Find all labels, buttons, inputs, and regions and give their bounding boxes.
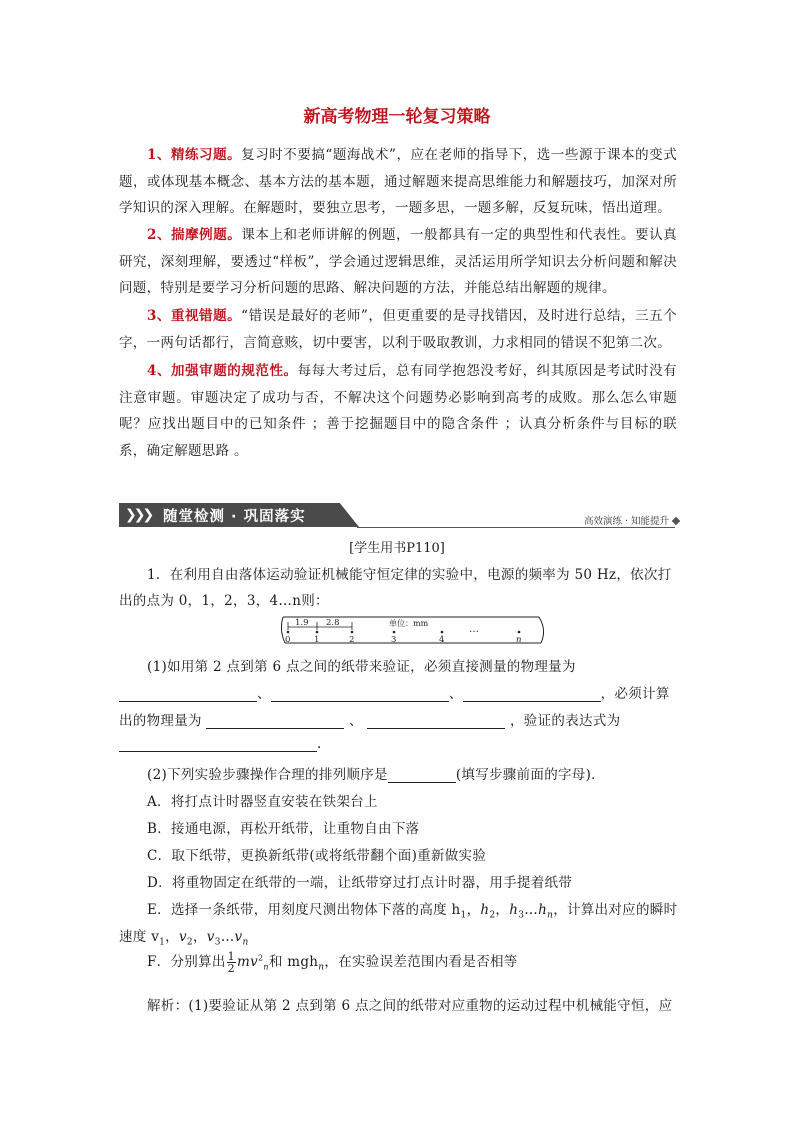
answer-blank-4[interactable] — [206, 714, 344, 729]
part1-line-1: (1)如用第 2 点到第 6 点之间的纸带来验证，必须直接测量的物理量为 — [147, 659, 576, 675]
step-e-line-1: E．选择一条纸带，用刻度尺测出物体下落的高度 $h_1$，$h_2$，$h_3\dots h_n$，计算出对应的瞬时 — [147, 902, 678, 921]
tape-label-4: 4 — [439, 635, 445, 645]
step-e-line-2: 速度 $v_1$，$v_2$，$v_3\dots v_n$ — [119, 929, 249, 948]
tape-distance-2: 2.8 — [326, 618, 340, 628]
banner-rule — [357, 527, 675, 528]
step-b: B．接通电源，再松开纸带，让重物自由下落 — [147, 821, 420, 837]
answer-blank-6[interactable] — [119, 737, 317, 752]
answer-blank-7[interactable] — [388, 768, 456, 783]
tape-dot-1 — [316, 631, 319, 634]
analysis-line: 解析：(1)要验证从第 2 点到第 6 点之间的纸带对应重物的运动过程中机械能守恒，应 — [147, 998, 673, 1014]
strategy-body-2: 课本上和老师讲解的例题，一般都具有一定的典型性和代表性。要认真研究，深刻理解，要透过“样板”，学会通过逻辑思维，灵活运用所学知识去分析问题和解决问题，特别是要学习分析问题的思路、解决问题的方法，并能总结出解题的规律。 — [119, 227, 677, 296]
chevron-right-icon: ❯❯❯ — [125, 507, 152, 523]
diamond-icon — [672, 517, 680, 525]
part1-separator-1: 、 — [257, 686, 271, 702]
strategy-heading-2: 2、揣摩例题。 — [147, 227, 242, 243]
step-f-line: F．分别算出 $\frac{1}{2}$ $mv^2_n$和 mgh$_n$，在实验误差范围内看是否相等 — [147, 950, 518, 975]
strategy-body-1: 复习时不要搞“题海战术”，应在老师的指导下，选一些源于课本的变式题，或体现基本概念、基本方法的基本题，通过解题来提高思维能力和解题技巧，加深对所学知识的深入理解。在解题时，要独立思考，一题多思，一题多解，反复玩味，悟出道理。 — [119, 147, 677, 216]
strategy-paragraph-1 — [119, 142, 677, 222]
part1-line-4 — [119, 736, 679, 752]
tape-unit-label: 单位：mm — [389, 619, 429, 628]
strategy-heading-4: 4、加强审题的规范性。 — [147, 363, 298, 379]
banner-subtitle: 高效演练 · 知能提升 — [583, 516, 669, 527]
section-banner — [119, 503, 679, 529]
part1-line-2-tail: ，必须计算 — [600, 686, 670, 702]
strategy-paragraph-3 — [119, 303, 677, 356]
banner-title: 随堂检测 · 巩固落实 — [163, 509, 306, 525]
half-fraction: $\frac{1}{2}$ — [227, 950, 235, 975]
strategy-heading-3: 3、重视错题。 — [147, 308, 242, 324]
part1-line-3-mid: 、 — [349, 713, 363, 729]
tape-dot-n — [518, 631, 521, 634]
paper-tape-figure — [281, 614, 546, 646]
tape-dot-0 — [287, 631, 290, 634]
answer-blank-3[interactable] — [463, 687, 601, 702]
part1-line-3-head: 出的物理量为 — [119, 713, 202, 729]
tape-label-2: 2 — [349, 635, 355, 645]
step-e-text-3: 速度 v — [119, 929, 160, 945]
strategy-paragraph-4 — [119, 358, 677, 464]
answer-blank-1[interactable] — [119, 687, 257, 702]
step-e-text-2: ，计算出对应的瞬时 — [553, 902, 678, 918]
tape-right-edge — [539, 617, 544, 643]
part2-line — [147, 763, 707, 783]
book-reference: [学生用书P110] — [349, 541, 445, 556]
part1-line-3-tail: ，验证的表达式为 — [510, 713, 621, 729]
tape-label-1: 1 — [314, 635, 320, 645]
part1-line-2 — [119, 682, 679, 702]
step-e-text-1: E．选择一条纸带，用刻度尺测出物体下落的高度 h — [147, 902, 461, 918]
tape-label-3: 3 — [391, 635, 397, 645]
strategy-heading-1: 1、精练习题。 — [147, 147, 242, 163]
answer-blank-5[interactable] — [367, 714, 505, 729]
question-stem-line-1: 1．在利用自由落体运动验证机械能守恒定律的实验中，电源的频率为 50 Hz，依次打 — [147, 567, 672, 583]
question-stem-line-2: 出的点为 0，1，2，3，4…n则： — [119, 593, 329, 609]
step-d: D．将重物固定在纸带的一端，让纸带穿过打点计时器，用手提着纸带 — [147, 875, 573, 891]
tape-dot-4 — [441, 631, 444, 634]
tape-distance-1: 1.9 — [295, 618, 309, 628]
step-f-text-3: ，在实验误差范围内看是否相等 — [324, 954, 518, 970]
part2-tail: (填写步骤前面的字母)． — [455, 767, 605, 783]
strategy-paragraph-2 — [119, 222, 677, 302]
part1-line-4-tail: . — [317, 736, 322, 752]
tape-dot-3 — [393, 631, 396, 634]
part2-head: (2)下列实验步骤操作合理的排列顺序是 — [147, 767, 388, 783]
part1-line-3 — [119, 709, 679, 729]
part1-separator-2: 、 — [448, 686, 463, 702]
tape-label-n: n — [516, 635, 522, 645]
tape-ellipsis: … — [469, 624, 479, 635]
strategy-body-3: “错误是最好的老师”，但更重要的是寻找错因，及时进行总结，三五个字，一两句话都行，言简意赅，切中要害，以利于吸取教训，力求相同的错误不犯第二次。 — [119, 308, 677, 351]
tape-dot-2 — [351, 631, 354, 634]
strategy-body-4: 每每大考过后，总有同学抱怨没考好，纠其原因是考试时没有注意审题。审题决定了成功与否，不解决这个问题势必影响到高考的成败。那么怎么审题呢？应找出题目中的已知条件 ；善于挖掘题目中的隐含条件 ；认真分析条件与目标的联系，确定解题思路 。 — [119, 363, 677, 459]
step-f-text-2: 和 mgh — [268, 954, 319, 970]
step-c: C．取下纸带，更换新纸带(或将纸带翻个面)重新做实验 — [147, 848, 487, 864]
step-f-text-1: F．分别算出 — [147, 954, 226, 970]
tape-label-0: 0 — [285, 635, 291, 645]
page-title: 新高考物理一轮复习策略 — [303, 107, 491, 127]
answer-blank-2[interactable] — [271, 687, 449, 702]
step-a: A．将打点计时器竖直安装在铁架台上 — [147, 794, 378, 810]
